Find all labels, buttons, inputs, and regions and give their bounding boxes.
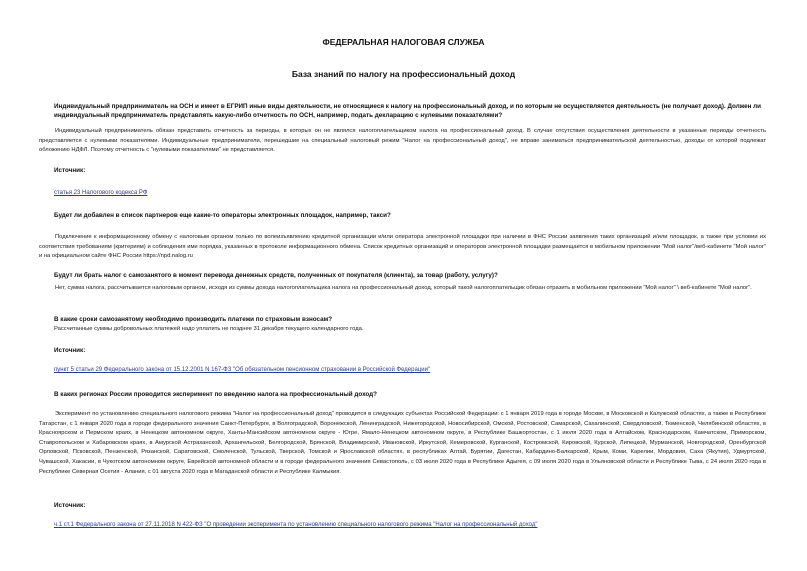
answer-1	[39, 127, 766, 156]
question-2: Будет ли добавлен в список партнеров еще какие-то операторы электронных площадок, например, такси?	[54, 212, 391, 219]
question-1: Индивидуальный предприниматель на ОСН и имеет в ЕГРИП иные виды деятельности, не относящиеся к налогу на профессиональный доход, и по которым не осуществляется деятельность (не получает доход). Должен ли индивидуальный предприниматель представлять какую-либо отчетность по ОСН, например, подать декларацию с нулевыми показателями?	[54, 103, 762, 119]
answer-5	[39, 410, 766, 477]
answer-3	[39, 284, 766, 294]
question-3: Будут ли брать налог с самозанятого в момент перевода денежных средств, полученных от покупателя (клиента), за товар (работу, услугу)?	[54, 272, 498, 279]
answer-4: Рассчитанные суммы добровольных платежей надо уплатить не позднее 31 декабря текущего календарного года.	[54, 326, 364, 332]
question-5: В каких регионах России проводится эксперимент по введению налога на профессиональный доход?	[54, 391, 378, 398]
page-title: База знаний по налогу на профессиональный доход	[291, 69, 516, 79]
source-label-1: Источник:	[54, 167, 86, 174]
source-link-2[interactable]: пункт 5 статьи 29 Федерального закона от 15.12.2001 N 167-ФЗ "Об обязательном пенсионном страховании в Российской Федерации"	[54, 367, 431, 373]
answer-2	[39, 233, 766, 262]
service-title: ФЕДЕРАЛЬНАЯ НАЛОГОВАЯ СЛУЖБА	[322, 37, 485, 47]
source-label-3: Источник:	[54, 502, 86, 509]
source-link-1[interactable]: статья 23 Налогового кодекса РФ	[54, 190, 148, 196]
answer-1-text: Индивидуальный предприниматель обязан представить отчетность за периоды, в которых он не являлся налогоплательщиком налога на профессиональный доход. В случае отсутствия осуществления деятельности в указанные периоды отчетность представляется с нулевыми показателями. Индивидуальные предприниматели, перешедшие на специальный налоговый режим "Налог на профессиональный доход", не вправе заниматься предпринимательской деятельностью, доходы от которой подлежат обложению НДФЛ. Поэтому отчетность с "нулевыми показателями" не представляется.	[39, 128, 766, 154]
answer-2-text: Подключение к информационному обмену с налоговым органом только по волеизъявлению кредитной организации и/или оператора электронной площадки при наличии в ФНС России заявления таких организаций и/или площадок, а также при условии их соответствия требованиям (критериям) и соблюдения ими порядка, указанных в протоколе информационного обмена. Список кредитных организаций и операторов электронной площадки размещается в мобильном приложении "Мой налог"/веб-кабинете "Мой налог" и на официальном сайте ФНС России https://npd.nalog.ru	[39, 234, 766, 260]
source-link-3[interactable]: ч.1 ст.1 Федерального закона от 27.11.2018 N 422-ФЗ "О проведении эксперимента по установлению специального налогового режима "Налог на профессиональный доход"	[54, 522, 538, 528]
question-4: В какие сроки самозанятому необходимо производить платежи по страховым взносам?	[54, 316, 333, 323]
answer-3-text: Нет, сумма налога, рассчитывается налоговым органом, исходя из суммы дохода налогоплательщика налога на профессиональный доход, который такой налогоплательщик обязан отразить в мобильном приложении "Мой налог" \ веб-кабинете "Мой налог".	[55, 285, 752, 291]
source-label-2: Источник:	[54, 347, 86, 354]
answer-5-text: Эксперимент по установлению специального налогового режима "Налог на профессиональный доход" проводится в следующих субъектах Российской Федерации: с 1 января 2019 года в городе Москве, в Московской и Калужской областях, а также в Республике Татарстан, с 1 января 2020 года в городе федерального значения Санкт-Петербурге, в Волгоградской, Воронежской, Ленинградской, Нижегородской, Новосибирской, Омской, Ростовской, Самарской, Сахалинской, Свердловской, Тюменской, Челябинской областях, в Красноярском и Пермском краях, в Ненецком автономном округе, Ханты-Мансийском автономном округе - Югре, Ямало-Ненецком автономном округе, в Республике Башкортостан, с 1 июля 2020 года в Алтайском, Краснодарском, Камчатском, Приморском, Ставропольском и Хабаровском краях, в Амурской Астраханской, Архангельской, Белгородской, Брянской, Владимирской, Ивановской, Иркутской, Кемеровской, Курганской, Костромской, Кировской, Курской, Липецкой, Мурманской, Новгородской, Оренбургской Орловской, Псковской, Пензенской, Рязанской, Саратовской, Смоленской, Тульской, Тверской, Томской и Ярославской областях, в республиках Алтай, Бурятии, Дагестан, Кабардино-Балкарской, Крым, Коми, Карелии, Мордовия, Саха (Якутия), Удмуртской, Чувашской, Хакасии, в Чукотском автономном округе, Еврейской автономной области и в городе федерального значения Севастополь, с 03 июля 2020 года в Республике Адыгея, с 09 июля 2020 года в Ульяновской области и Республике Тыва, с 24 июля 2020 года в Республике Северная Осетия - Алания, с 01 августа 2020 года в Магаданской области и Республике Калмыкия.	[39, 411, 766, 475]
